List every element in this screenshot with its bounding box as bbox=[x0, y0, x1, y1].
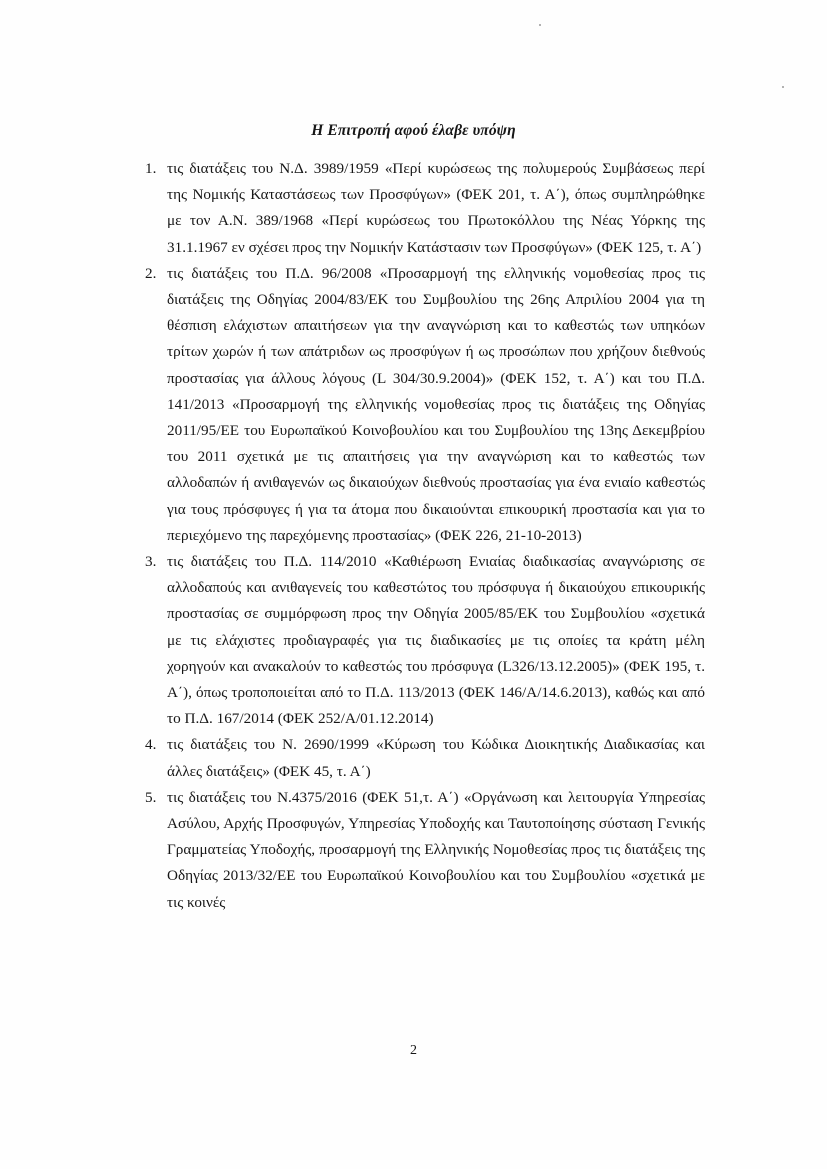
list-item-text: τις διατάξεις του Π.Δ. 114/2010 «Καθιέρωση Ενιαίας διαδικασίας αναγνώρισης σε αλλοδαπούς και ανιθαγενείς του καθεστώτος του πρόσφυγα ή δικαιούχου επικουρικής προστασίας σε συμμόρφωση προς την Οδηγία 2005/85/ΕΚ του Συμβουλίου «σχετικά με τις ελάχιστες προδιαγραφές για τις διαδικασίες με τις οποίες τα κράτη μέλη χορηγούν και ανακαλούν το καθεστώς του πρόσφυγα (L326/13.12.2005)» (ΦΕΚ 195, τ. Α΄), όπως τροποποιείται από το Π.Δ. 113/2013 (ΦΕΚ 146/Α/14.6.2013), καθώς και από το Π.Δ. 167/2014 (ΦΕΚ 252/Α/01.12.2014) bbox=[167, 553, 705, 728]
list-item bbox=[145, 261, 705, 549]
list-item-text: τις διατάξεις του Ν. 2690/1999 «Κύρωση του Κώδικα Διοικητικής Διαδικασίας και άλλες διατάξεις» (ΦΕΚ 45, τ. Α΄) bbox=[167, 736, 705, 780]
list-item bbox=[145, 732, 705, 784]
list-item-number: 2. bbox=[145, 264, 157, 282]
list-item-number: 5. bbox=[145, 788, 157, 806]
list-item bbox=[145, 156, 705, 261]
list-item bbox=[145, 549, 705, 732]
list-item-text: τις διατάξεις του Ν.Δ. 3989/1959 «Περί κυρώσεως της πολυμερούς Συμβάσεως περί της Νομικής Καταστάσεως των Προσφύγων» (ΦΕΚ 201, τ. Α΄), όπως συμπληρώθηκε με τον Α.Ν. 389/1968 «Περί κυρώσεως του Πρωτοκόλλου της Νέας Υόρκης της 31.1.1967 εν σχέσει προς την Νομικήν Κατάστασιν των Προσφύγων» (ΦΕΚ 125, τ. Α΄) bbox=[167, 160, 705, 256]
scan-speck bbox=[539, 24, 541, 26]
list-item-text: τις διατάξεις του Π.Δ. 96/2008 «Προσαρμογή της ελληνικής νομοθεσίας προς τις διατάξεις της Οδηγίας 2004/83/ΕΚ του Συμβουλίου της 26ης Απριλίου 2004 για τη θέσπιση ελάχιστων απαιτήσεων για την αναγνώριση και το καθεστώς των υπηκόων τρίτων χωρών ή των απάτριδων ως προσφύγων ή ως προσώπων που χρήζουν διεθνούς προστασίας για άλλους λόγους (L 304/30.9.2004)» (ΦΕΚ 152, τ. Α΄) και του Π.Δ. 141/2013 «Προσαρμογή της ελληνικής νομοθεσίας προς τις διατάξεις της Οδηγίας 2011/95/ΕΕ του Ευρωπαϊκού Κοινοβουλίου και του Συμβουλίου της 13ης Δεκεμβρίου του 2011 σχετικά με τις απαιτήσεις για την αναγνώριση και το καθεστώς των αλλοδαπών ή ανιθαγενών ως δικαιούχων διεθνούς προστασίας για ένα ενιαίο καθεστώς για τους πρόσφυγες ή για τα άτομα που δικαιούνται επικουρική προστασία και για το περιεχόμενο της παρεχόμενης προστασίας» (ΦΕΚ 226, 21-10-2013) bbox=[167, 264, 705, 544]
list-item bbox=[145, 785, 705, 916]
list-item-text: τις διατάξεις του Ν.4375/2016 (ΦΕΚ 51,τ. Α΄) «Οργάνωση και λειτουργία Υπηρεσίας Ασύλου, Αρχής Προσφυγών, Υπηρεσίας Υποδοχής και Ταυτοποίησης σύσταση Γενικής Γραμματείας Υποδοχής, προσαρμογή της Ελληνικής Νομοθεσίας προς τις διατάξεις της Οδηγίας 2013/32/ΕΕ του Ευρωπαϊκού Κοινοβουλίου και του Συμβουλίου «σχετικά με τις κοινές bbox=[167, 788, 705, 911]
section-heading: Η Επιτροπή αφού έλαβε υπόψη bbox=[311, 122, 516, 139]
page-number: 2 bbox=[410, 1043, 417, 1058]
list-item-number: 4. bbox=[145, 736, 157, 754]
scan-speck bbox=[782, 86, 784, 88]
list-item-number: 1. bbox=[145, 160, 157, 177]
considerations-list bbox=[145, 156, 705, 916]
list-item-number: 3. bbox=[145, 553, 157, 571]
